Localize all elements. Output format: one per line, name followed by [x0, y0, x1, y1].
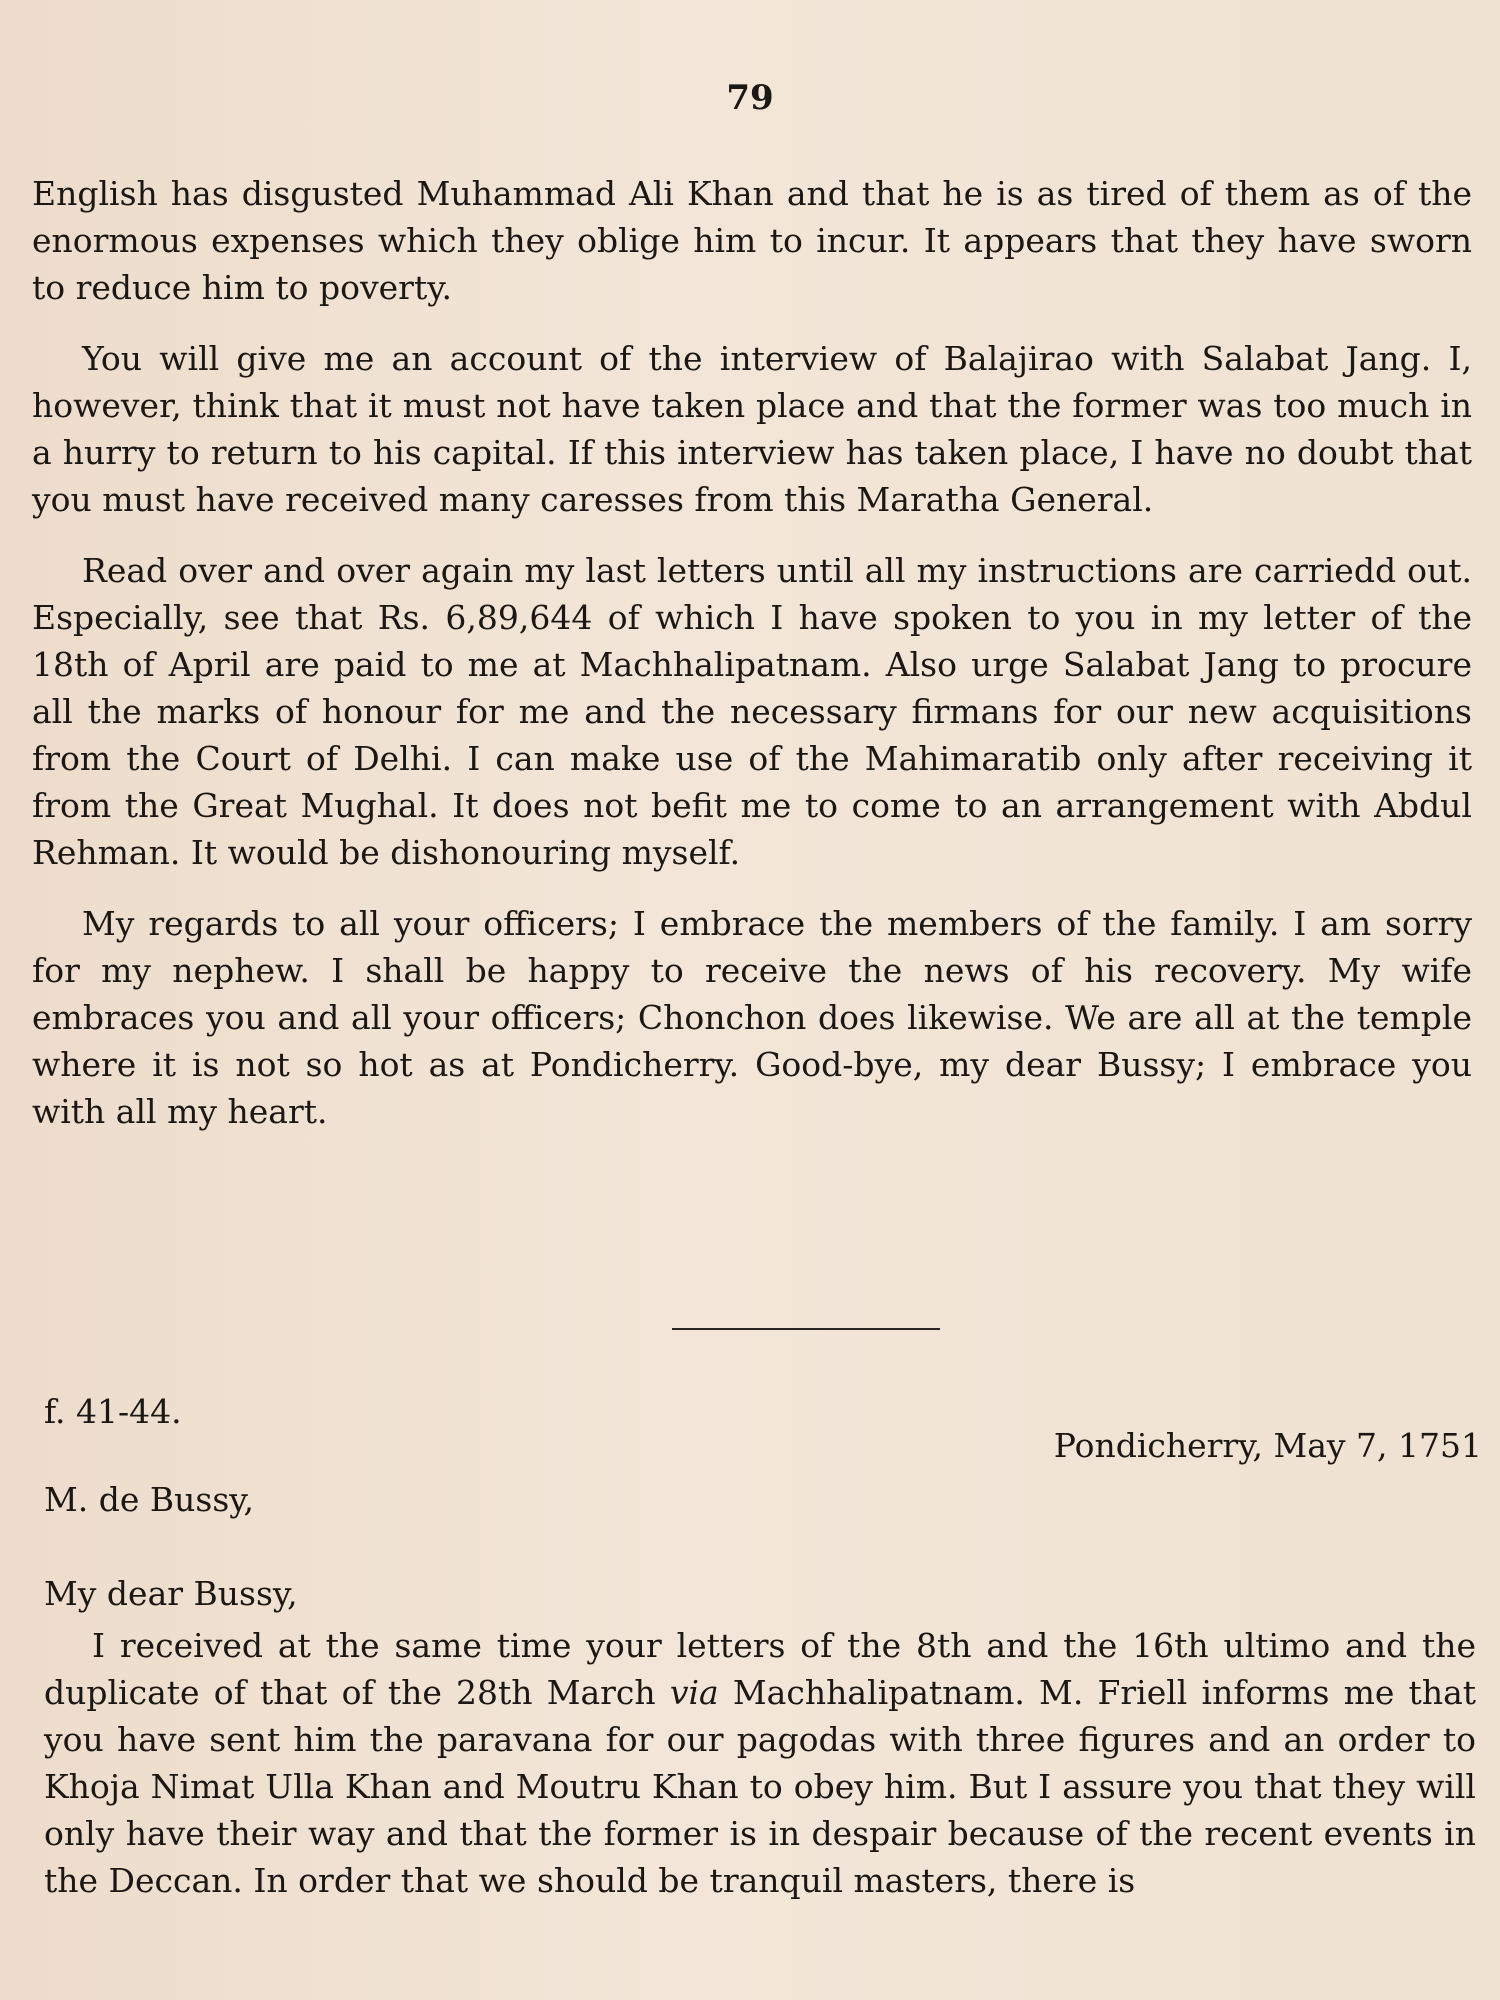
letter-salutation: My dear Bussy,: [44, 1574, 298, 1613]
paragraph-1: English has disgusted Muhammad Ali Khan and that he is as tired of them as of the enormous expenses which they oblige him to incur. It appears that they have sworn to reduce him to poverty.: [32, 174, 1472, 307]
section-divider: [672, 1328, 940, 1330]
folio-reference: f. 41-44.: [44, 1392, 182, 1431]
paragraph-2: You will give me an account of the interview of Balajirao with Salabat Jang. I, however, think that it must not have taken place and that the former was too much in a hurry to return to his capital. If this interview has taken place, I have no doubt that you must have received many caresses from this Maratha General.: [32, 339, 1472, 519]
letter-body-part-1: I received at the same time your letters of the 8th and the 16th ultimo and the duplicate of that of the 28th March: [44, 1626, 1476, 1712]
body-text: [32, 170, 1472, 1159]
letter-body-part-2: Machhalipatnam. M. Friell informs me that you have sent him the paravana for our pagodas with three figures and an order to Khoja Nimat Ulla Khan and Moutru Khan to obey him. But I assure you that they will only have their way and that the former is in despair because of the recent events in the Deccan. In order that we should be tranquil masters, there is: [44, 1673, 1477, 1900]
paragraph-4: My regards to all your officers; I embrace the members of the family. I am sorry for my nephew. I shall be happy to receive the news of his recovery. My wife embraces you and all your officers; Chonchon does likewise. We are all at the temple where it is not so hot as at Pondicherry. Good-bye, my dear Bussy; I embrace you with all my heart.: [32, 904, 1472, 1131]
page-number: 79: [726, 78, 774, 118]
letter-dateline: Pondicherry, May 7, 1751: [1053, 1426, 1482, 1465]
letter-addressee: M. de Bussy,: [44, 1480, 255, 1519]
paragraph-3: Read over and over again my last letters until all my instructions are carriedd out. Especially, see that Rs. 6,89,644 of which I have spoken to you in my letter of the 18th of April are paid to me at Machhalipatnam. Also urge Salabat Jang to procure all the marks of honour for me and the necessary firmans for our new acquisitions from the Court of Delhi. I can make use of the Mahimaratib only after receiving it from the Great Mughal. It does not befit me to come to an arrangement with Abdul Rehman. It would be dishonouring myself.: [32, 551, 1472, 872]
letter-body: [44, 1622, 1476, 1904]
italic-word: via: [669, 1673, 719, 1712]
